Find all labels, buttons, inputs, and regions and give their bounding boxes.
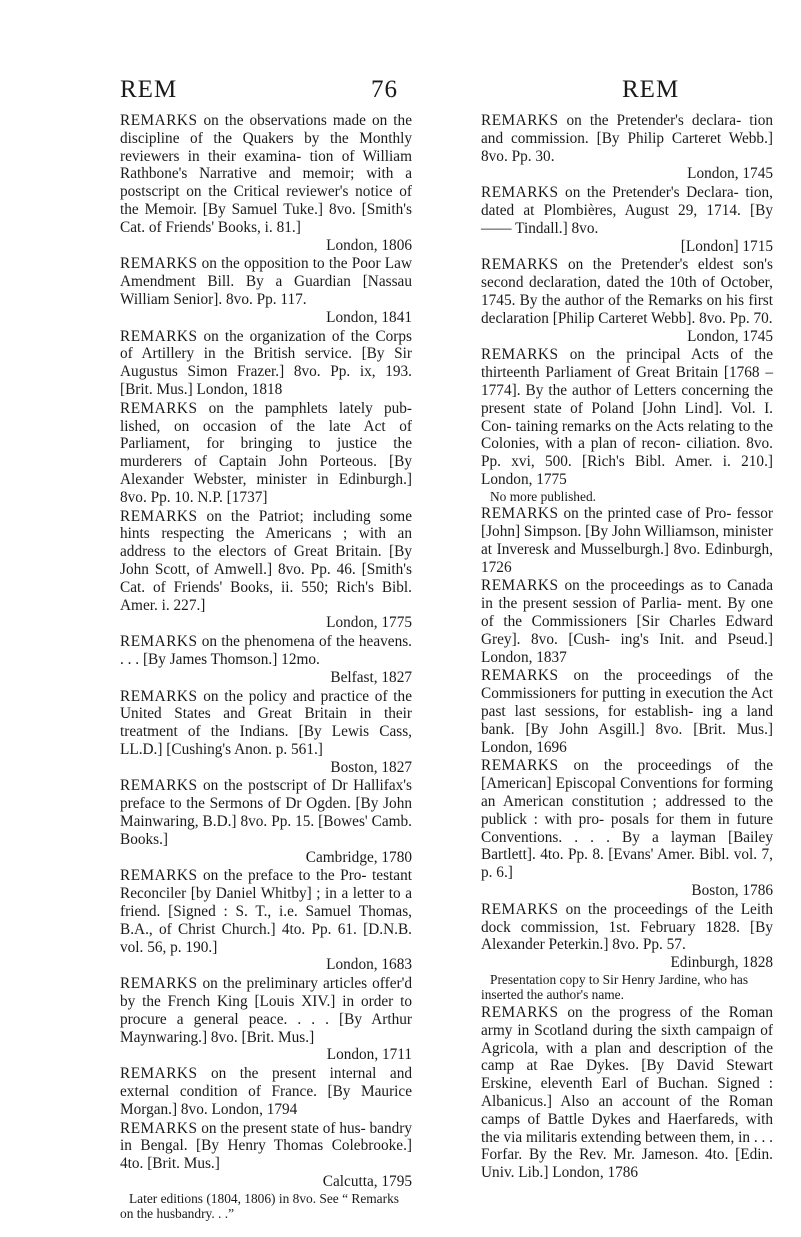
entry-text: on the Pretender's Declara- tion, dated at Plombières, August 29, 1714. [By —— Tindall.] 8vo. [481,184,773,237]
entry-imprint: London, 1745 [687,327,773,345]
right-column [481,112,773,1183]
entry-headword: REMARKS [481,1003,559,1021]
entry-imprint: Calcutta, 1795 [322,1173,412,1191]
entry-headword: REMARKS [120,687,198,705]
entry-headword: REMARKS [120,867,198,885]
entry-imprint: [London] 1715 [680,237,773,255]
entry-text: on the proceedings of the Leith dock commission, 1st. February 1828. [By Alexander Peterkin.] 8vo. Pp. 57. [481,900,773,954]
entry-imprint: Boston, 1786 [691,881,773,899]
bibliography-entry [481,505,773,576]
entry-headword: REMARKS [481,256,559,274]
entry-imprint: London, 1806 [326,236,412,254]
bibliography-entry [481,757,773,899]
bibliography-entry [120,867,412,974]
bibliography-entry [481,901,773,1003]
bibliography-entry [120,777,412,866]
entry-text: on the progress of the Roman army in Scotland during the sixth campaign of Agricola, with a plan and description of the camp at Rae Dykes. [By David Stewart Erskine, eleventh Earl of Buchan. Signed : Albanicus.] Also an account of the Roman camps of Battle Dykes and Haerfareds, with the via militaris extending between them, in . . . Forfar. By the Rev. Mr. Jameson. 4to. [Edin. Univ. Lib.] London, 1786 [481,1003,773,1182]
entry-headword: REMARKS [120,112,198,129]
bibliography-entry [120,975,412,1064]
entry-imprint: Edinburgh, 1828 [670,954,773,972]
entry-headword: REMARKS [120,633,198,651]
bibliography-entry [120,112,412,254]
bibliography-entry [481,112,773,183]
entry-headword: REMARKS [120,1119,198,1137]
page-number: 76 [371,76,398,103]
entry-headword: REMARKS [481,112,559,129]
entry-text: on the present state of hus- bandry in Bengal. [By Henry Thomas Colebrooke.] 4to. [Brit. Mus.] [120,1119,412,1173]
bibliography-entry [120,255,412,326]
bibliography-entry [481,1004,773,1182]
bibliography-entry [120,688,412,777]
entry-text: on the postscript of Dr Hallifax's preface to the Sermons of Dr Ogden. [By John Mainwaring, B.D.] 8vo. Pp. 15. [Bowes' Camb. Books.] [120,777,412,848]
bibliography-entry [120,633,412,686]
entry-text: on the proceedings of the [American] Episcopal Conventions for forming an American constitution ; addressed to the publick : with pro- posals for them in future Conventions. . . . By a layman [Bailey Bartlett]. 4to. Pp. 8. [Evans' Amer. Bibl. vol. 7, p. 6.] [481,757,773,882]
bibliography-entry [481,256,773,345]
entry-headword: REMARKS [120,975,198,993]
entry-text: on the proceedings of the Commissioners for putting in execution the Act past last sessions, for establish- ing a land bank. [By John Asgill.] 8vo. [Brit. Mus.] London, 1696 [481,667,773,756]
entry-imprint: London, 1775 [326,614,412,632]
entry-headword: REMARKS [481,505,559,523]
entry-text: on the phenomena of the heavens. . . . [By James Thomson.] 12mo. [120,633,413,668]
entry-headword: REMARKS [481,757,559,775]
entry-text: on the present internal and external condition of France. [By Maurice Morgan.] 8vo. London, 1794 [120,1065,412,1118]
entry-text: on the Patriot; including some hints respecting the Americans ; with an address to the electors of Great Britain. [By John Scott, of Amwell.] 8vo. Pp. 46. [Smith's Cat. of Friends' Books, ii. 550; Rich's Bibl. Amer. i. 227.] [120,507,412,614]
entry-headword: REMARKS [481,900,559,918]
bibliography-entry [120,328,412,399]
entry-note: Presentation copy to Sir Henry Jardine, who has inserted the author's name. [481,971,749,1003]
bibliography-entry [481,577,773,666]
entry-headword: REMARKS [120,255,198,273]
entry-text: on the printed case of Pro- fessor [John] Simpson. [By John Williamson, minister at Inveresk and Musselburgh.] 8vo. Edinburgh, 1726 [481,505,773,576]
entry-headword: REMARKS [120,507,198,525]
entry-imprint: London, 1683 [326,956,412,974]
entry-text: on the observations made on the discipline of the Quakers by the Monthly reviewers in their examina- tion of William Rathbone's Narrative and memoir; with a postscript on the Critical reviewer's notice of the Memoir. [By Samuel Tuke.] 8vo. [Smith's Cat. of Friends' Books, i. 81.] [120,112,412,236]
bibliography-entry [120,1065,412,1118]
entry-headword: REMARKS [120,327,198,345]
entry-text: on the opposition to the Poor Law Amendment Bill. By a Guardian [Nassau William Senior]. 8vo. Pp. 117. [120,255,412,308]
entry-note: No more published. [490,488,596,504]
entry-imprint: London, 1841 [326,308,412,326]
bibliography-entry [120,1120,412,1222]
left-column [120,112,412,1223]
header-right-guideword: REM [622,76,680,103]
entry-text: on the organization of the Corps of Artillery in the British service. [By Sir Augustus Simon Frazer.] 8vo. Pp. ix, 193. [Brit. Mus.] London, 1818 [120,327,413,398]
entry-headword: REMARKS [120,1065,198,1083]
entry-imprint: London, 1711 [326,1046,412,1064]
entry-text: on the Pretender's eldest son's second declaration, dated the 10th of October, 1745. By the author of the Remarks on his first declaration [Philip Carteret Webb]. 8vo. Pp. 70. [481,256,773,327]
entry-headword: REMARKS [481,184,559,202]
entry-imprint: Belfast, 1827 [330,668,412,686]
entry-headword: REMARKS [120,399,198,417]
entry-text: on the policy and practice of the United States and Great Britain in their treatment of the Indians. [By Lewis Cass, LL.D.] [Cushing's Anon. p. 561.] [120,687,412,758]
entry-text: on the preface to the Pro- testant Reconciler [by Daniel Whitby] ; in a letter to a friend. [Signed : S. T., i.e. Samuel Thomas, B.A., of Christ Church.] 4to. Pp. 61. [D.N.B. vol. 56, p. 190.] [120,867,412,956]
bibliography-entry [481,346,773,504]
entry-text: on the Pretender's declara- tion and commission. [By Philip Carteret Webb.] 8vo. Pp. 30. [481,112,773,165]
header-left-guideword: REM [120,76,178,103]
bibliography-entry [481,184,773,255]
entry-headword: REMARKS [481,667,559,685]
entry-note: Later editions (1804, 1806) in 8vo. See “ Remarks on the husbandry. . .” [120,1190,399,1222]
entry-imprint: Boston, 1827 [330,758,412,776]
entry-headword: REMARKS [481,577,559,595]
entry-text: on the proceedings as to Canada in the present session of Parlia- ment. By one of the Commissioners [Sir Charles Edward Grey]. 8vo. [Cush- ing's Init. and Pseud.] London, 1837 [481,577,773,666]
bibliography-entry [120,400,412,507]
entry-headword: REMARKS [120,777,198,795]
entry-text: on the pamphlets lately pub- lished, on occasion of the late Act of Parliament, for bringing to justice the murderers of Captain John Porteous. [By Alexander Webster, minister in Edinburgh.] 8vo. Pp. 10. N.P. [1737] [120,399,412,506]
running-header [0,70,801,110]
bibliography-entry [120,508,412,633]
bibliography-entry [481,667,773,756]
entry-imprint: Cambridge, 1780 [305,848,412,866]
entry-text: on the preliminary articles offer'd by the French King [Louis XIV.] in order to procure a general peace. . . . [By Arthur Maynwaring.] 8vo. [Brit. Mus.] [120,975,413,1046]
entry-imprint: London, 1745 [687,165,773,183]
entry-text: on the principal Acts of the thirteenth Parliament of Great Britain [1768 – 1774]. By the author of Letters concerning the present state of Poland [John Lind]. Vol. I. Con- taining remarks on the Acts relating to the Colonies, with a plan of recon- ciliation. 8vo. Pp. xvi, 500. [Rich's Bibl. Amer. i. 210.] London, 1775 [481,346,773,488]
entry-headword: REMARKS [481,346,559,364]
